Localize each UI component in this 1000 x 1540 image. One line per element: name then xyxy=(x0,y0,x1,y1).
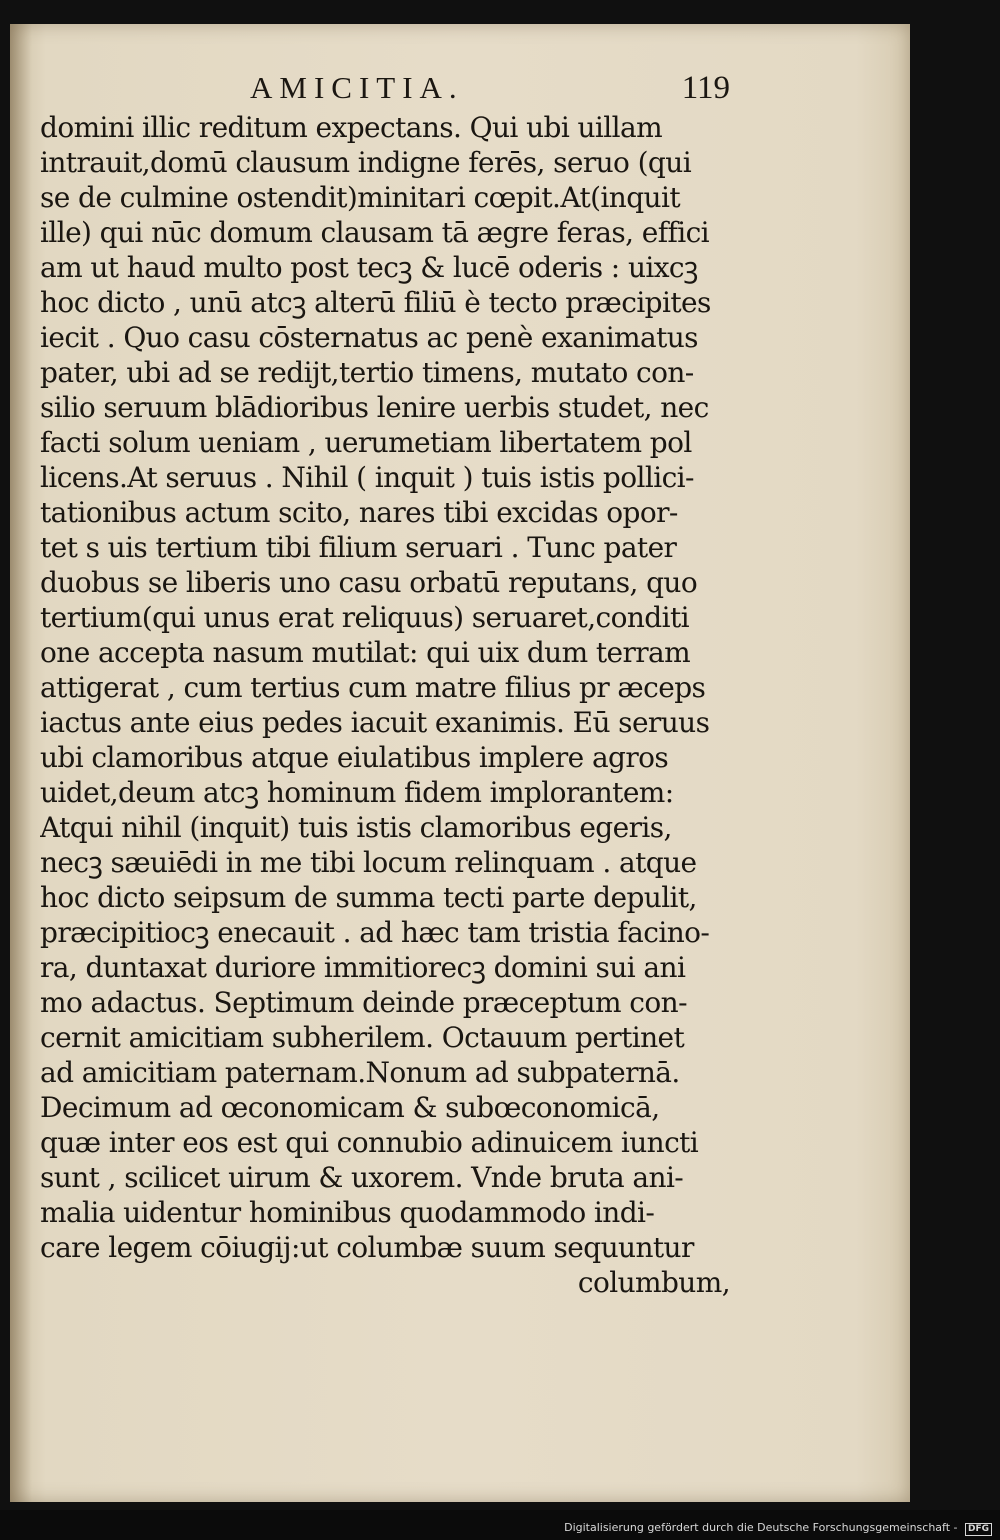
text-line: præcipitiocꝫ enecauit . ad hæc tam tristia facino- xyxy=(40,916,710,949)
text-line: attigerat , cum tertius cum matre filius pr æceps xyxy=(40,671,706,704)
text-line: hoc dicto , unū atcꝫ alterū filiū è tecto præcipites xyxy=(40,286,711,319)
text-line: duobus se liberis uno casu orbatū reputans, quo xyxy=(40,566,698,599)
text-line: domini illic reditum expectans. Qui ubi uillam xyxy=(40,111,663,144)
dfg-logo: DFG xyxy=(965,1523,992,1536)
text-line: iecit . Quo casu cōsternatus ac penè exanimatus xyxy=(40,321,698,354)
text-line: cernit amicitiam subherilem. Octauum pertinet xyxy=(40,1021,685,1054)
text-line: mo adactus. Septimum deinde præceptum con- xyxy=(40,986,687,1019)
text-line: care legem cōiugij:ut columbæ suum sequuntur xyxy=(40,1231,694,1264)
text-line: sunt , scilicet uirum & uxorem. Vnde bruta ani- xyxy=(40,1161,684,1194)
book-page xyxy=(10,24,910,1502)
credit-text: Digitalisierung gefördert durch die Deutsche Forschungsgemeinschaft - xyxy=(564,1521,958,1534)
text-line: quæ inter eos est qui connubio adinuicem iuncti xyxy=(40,1126,699,1159)
text-line: ille) qui nūc domum clausam tā ægre feras, effici xyxy=(40,216,710,249)
text-line: se de culmine ostendit)minitari cœpit.At(inquit xyxy=(40,181,680,214)
catchword: columbum, xyxy=(577,1266,730,1299)
text-line: silio seruum blādioribus lenire uerbis studet, nec xyxy=(40,391,709,424)
text-line: uidet,deum atcꝫ hominum fidem implorantem: xyxy=(40,776,674,809)
text-line: necꝫ sæuiēdi in me tibi locum relinquam . atque xyxy=(40,846,697,879)
text-line: am ut haud multo post tecꝫ & lucē oderis : uixcꝫ xyxy=(40,251,698,284)
text-line: ra, duntaxat duriore immitiorecꝫ domini sui ani xyxy=(40,951,686,984)
text-line: pater, ubi ad se rediјt,tertio timens, mutato con- xyxy=(40,356,694,389)
text-line: tet s uis tertium tibi filium seruari . Tunc pater xyxy=(40,531,677,564)
text-line: ad amicitiam paternam.Nonum ad subpaternā. xyxy=(40,1056,680,1089)
text-line: tationibus actum scito, nares tibi excidas opor- xyxy=(40,496,678,529)
running-head-title: AMICITIA. xyxy=(250,70,464,105)
text-line: licens.At seruus . Nihil ( inquit ) tuis istis pollici- xyxy=(40,461,694,494)
text-line: facti solum ueniam , uerumetiam libertatem pol xyxy=(40,426,692,459)
text-line: hoc dicto seipsum de summa tecti parte depulit, xyxy=(40,881,697,914)
digitization-credit xyxy=(564,1521,992,1536)
page-gutter-shadow xyxy=(10,24,32,1502)
text-line: Atqui nihil (inquit) tuis istis clamoribus egeris, xyxy=(40,811,672,844)
text-line: ubi clamoribus atque eiulatibus implere agros xyxy=(40,741,669,774)
body-text xyxy=(40,110,730,1300)
text-line: intrauit,domū clausum indigne ferēs, seruo (qui xyxy=(40,146,692,179)
running-head xyxy=(40,70,730,114)
text-line: one accepta nasum mutilat: qui uix dum terram xyxy=(40,636,691,669)
page-number: 119 xyxy=(681,70,730,106)
text-line: Decimum ad œconomicam & subœconomicā, xyxy=(40,1091,660,1124)
text-line: iactus ante eius pedes iacuit exanimis. Eū seruus xyxy=(40,706,710,739)
text-line: malia uidentur hominibus quodammodo indi- xyxy=(40,1196,655,1229)
text-line: tertium(qui unus erat reliquus) seruaret,conditi xyxy=(40,601,689,634)
